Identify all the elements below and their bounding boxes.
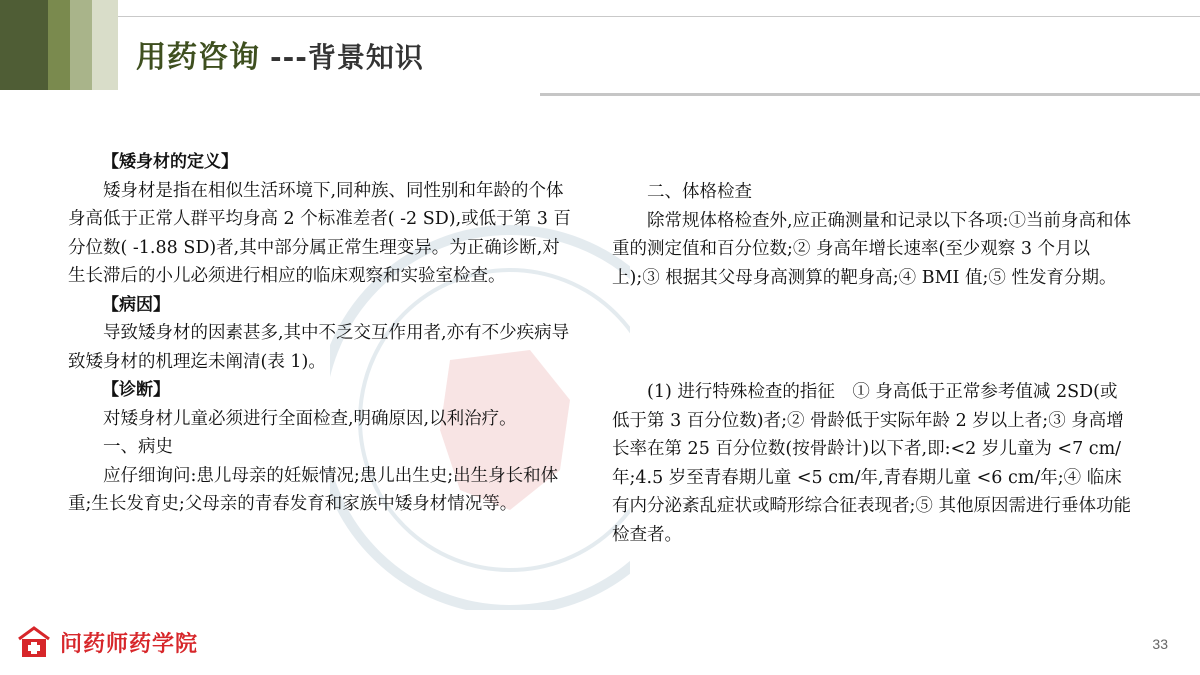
indication-text-block <box>612 378 1134 549</box>
title-main: 用药咨询 <box>136 40 260 75</box>
page-title <box>136 32 424 76</box>
right-text-column <box>612 178 1132 292</box>
header-divider <box>540 93 1200 96</box>
exam-heading: 二、体格检查 <box>647 182 752 202</box>
diagnosis-paragraph: 对矮身材儿童必须进行全面检查,明确原因,以利治疗。 <box>103 408 517 429</box>
logo-text: 问药师药学院 <box>60 631 199 657</box>
header-top-divider <box>118 16 1200 17</box>
diagnosis-heading: 【诊断】 <box>102 380 170 400</box>
cause-paragraph: 导致矮身材的因素甚多,其中不乏交互作用者,亦有不少疾病导致矮身材的机理迄未阐清(表 1)。 <box>68 323 570 372</box>
cause-heading: 【病因】 <box>102 294 170 315</box>
brand-logo <box>16 622 198 662</box>
definition-heading: 【矮身材的定义】 <box>102 152 238 172</box>
definition-paragraph: 矮身材是指在相似生活环境下,同种族、同性别和年龄的个体身高低于正常人群平均身高 2 个标准差者( -2 SD),或低于第 3 百分位数( -1.88 SD)者,其中部分属正常生理变异。为正确诊断,对生长滞后的小儿必须进行相应的临床观察和实验室检查。 <box>68 180 571 286</box>
left-text-column <box>68 148 574 519</box>
pharmacy-house-logo-icon <box>16 624 52 660</box>
title-subtitle: ---背景知识 <box>270 41 424 74</box>
history-heading: 一、病史 <box>103 437 173 457</box>
indication-paragraph: (1) 进行特殊检查的指征 ① 身高低于正常参考值减 2SD(或低于第 3 百分位数)者;② 骨龄低于实际年龄 2 岁以上者;③ 身高增长率在第 25 百分位数(按骨龄计)以下者,即:<2 岁儿童为 <7 cm/年;4.5 岁至青春期儿童 <5 cm/年,青春期儿童 <6 cm/年;④ 临床有内分泌紊乱症状或畸形综合征表现者;⑤ 其他原因需进行垂体功能检查者。 <box>612 382 1131 545</box>
exam-paragraph: 除常规体格检查外,应正确测量和记录以下各项:①当前身高和体重的测定值和百分位数;② 身高年增长速率(至少观察 3 个月以上);③ 根据其父母身高测算的靶身高;④ BMI 值;⑤ 性发育分期。 <box>612 210 1131 288</box>
header-color-band <box>0 0 120 90</box>
history-paragraph: 应仔细询问:患儿母亲的妊娠情况;患儿出生史;出生身长和体重;生长发育史;父母亲的青春发育和家族中矮身材情况等。 <box>68 465 559 514</box>
page-number: 33 <box>1152 636 1168 652</box>
